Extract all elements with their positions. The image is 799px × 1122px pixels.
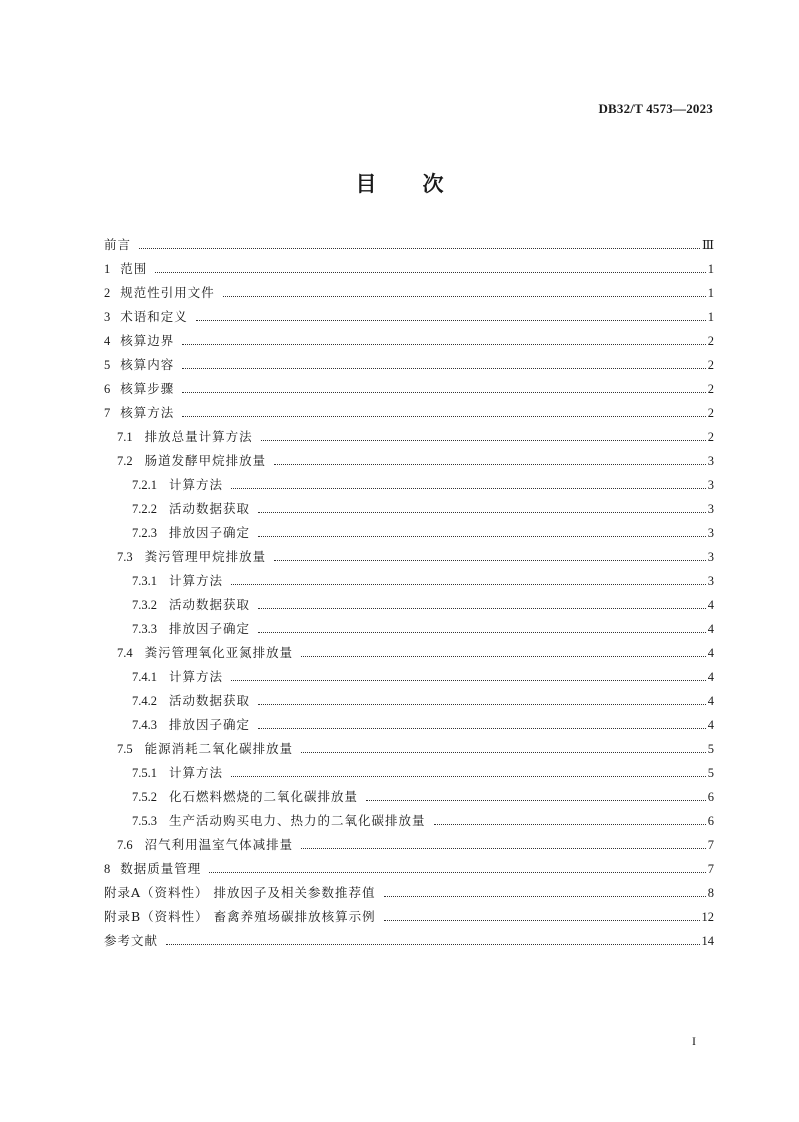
toc-entry-title: 生产活动购买电力、热力的二氧化碳排放量 (169, 813, 426, 828)
toc-entry[interactable] (104, 425, 714, 449)
toc-entry[interactable] (104, 785, 714, 809)
toc-entry-title: 范围 (120, 261, 148, 276)
toc-entry-page: 7 (707, 838, 714, 852)
toc-entry-number: 7.4.3 (132, 718, 157, 732)
toc-entry-page: 2 (707, 382, 714, 396)
toc-entry[interactable] (104, 401, 714, 425)
toc-entry-page: 1 (707, 262, 714, 276)
toc-entry-page: 5 (707, 742, 714, 756)
document-code: DB32/T 4573—2023 (598, 101, 713, 116)
toc-leader-dots (182, 343, 705, 345)
toc-entry-number: 1 (104, 262, 111, 276)
toc-entry[interactable] (104, 593, 714, 617)
toc-entry[interactable] (104, 257, 714, 281)
toc-entry[interactable] (104, 473, 714, 497)
toc-leader-dots (155, 271, 705, 273)
toc-entry-number: 7.3 (117, 550, 133, 564)
toc-entry[interactable] (104, 641, 714, 665)
toc-leader-dots (209, 871, 705, 873)
toc-entry[interactable] (104, 905, 714, 929)
toc-leader-dots (258, 631, 706, 633)
page-title (0, 168, 799, 198)
toc-entry-number: 7.2.1 (132, 478, 157, 492)
toc-entry-page: 6 (707, 814, 714, 828)
toc-entry-title: 排放因子确定 (169, 525, 251, 540)
toc-entry-page: 7 (707, 862, 714, 876)
toc-leader-dots (261, 439, 706, 441)
toc-entry-number: 7.4 (117, 646, 133, 660)
toc-leader-dots (166, 943, 699, 945)
toc-entry-title: 附录A（资料性） 排放因子及相关参数推荐值 (104, 885, 376, 900)
toc-entry-number: 7.5.3 (132, 814, 157, 828)
toc-entry-title: 计算方法 (169, 765, 224, 780)
toc-entry-page: 3 (707, 478, 714, 492)
toc-entry-number: 7.2.2 (132, 502, 157, 516)
toc-entry[interactable] (104, 857, 714, 881)
toc-entry-title: 核算边界 (120, 333, 175, 348)
toc-leader-dots (301, 655, 706, 657)
toc-entry-page: 14 (701, 934, 714, 948)
toc-entry-page: 4 (707, 718, 714, 732)
toc-entry-title: 术语和定义 (120, 309, 188, 324)
toc-entry-page: 2 (707, 430, 714, 444)
toc-entry-number: 3 (104, 310, 111, 324)
toc-entry[interactable] (104, 233, 714, 257)
toc-leader-dots (384, 919, 700, 921)
toc-entry-page: 3 (707, 502, 714, 516)
toc-entry-page: 4 (707, 646, 714, 660)
toc-leader-dots (258, 535, 706, 537)
toc-leader-dots (258, 703, 706, 705)
toc-entry-page: 6 (707, 790, 714, 804)
toc-leader-dots (434, 823, 706, 825)
toc-entry-page: 4 (707, 622, 714, 636)
title-part-2: 次 (422, 172, 444, 196)
toc-entry-page: Ⅲ (701, 238, 714, 252)
toc-entry-title: 核算步骤 (120, 381, 175, 396)
toc-entry[interactable] (104, 305, 714, 329)
toc-entry-number: 7.4.2 (132, 694, 157, 708)
toc-entry-page: 5 (707, 766, 714, 780)
toc-entry-number: 5 (104, 358, 111, 372)
toc-leader-dots (258, 511, 706, 513)
toc-entry-title: 活动数据获取 (169, 693, 251, 708)
toc-leader-dots (274, 463, 706, 465)
toc-entry[interactable] (104, 497, 714, 521)
toc-entry-title: 计算方法 (169, 669, 224, 684)
toc-entry-number: 7.3.1 (132, 574, 157, 588)
toc-entry[interactable] (104, 665, 714, 689)
toc-entry-page: 3 (707, 526, 714, 540)
toc-entry-page: 1 (707, 286, 714, 300)
toc-entry-page: 2 (707, 334, 714, 348)
toc-entry-page: 8 (707, 886, 714, 900)
toc-leader-dots (182, 415, 705, 417)
title-part-1: 目 (355, 172, 377, 196)
toc-entry-number: 7.2.3 (132, 526, 157, 540)
toc-entry-title: 排放因子确定 (169, 717, 251, 732)
toc-entry-title: 核算方法 (120, 405, 175, 420)
toc-entry[interactable] (104, 737, 714, 761)
toc-entry-page: 4 (707, 670, 714, 684)
toc-leader-dots (139, 247, 700, 249)
toc-leader-dots (231, 775, 706, 777)
toc-entry[interactable] (104, 377, 714, 401)
toc-entry-title: 能源消耗二氧化碳排放量 (144, 741, 294, 756)
toc-entry-title: 计算方法 (169, 477, 224, 492)
toc-entry-title: 前言 (104, 237, 132, 252)
toc-leader-dots (231, 487, 706, 489)
toc-entry-title: 活动数据获取 (169, 597, 251, 612)
toc-leader-dots (301, 847, 706, 849)
toc-entry[interactable] (104, 329, 714, 353)
toc-entry-number: 7.6 (117, 838, 133, 852)
toc-leader-dots (384, 895, 706, 897)
toc-entry-number: 4 (104, 334, 111, 348)
toc-entry-title: 附录B（资料性） 畜禽养殖场碳排放核算示例 (104, 909, 376, 924)
toc-entry-number: 6 (104, 382, 111, 396)
toc-entry-title: 核算内容 (120, 357, 175, 372)
toc-entry-title: 规范性引用文件 (120, 285, 215, 300)
toc-entry-number: 7.3.3 (132, 622, 157, 636)
toc-entry-title: 化石燃料燃烧的二氧化碳排放量 (169, 789, 359, 804)
toc-entry-page: 3 (707, 454, 714, 468)
toc-leader-dots (258, 607, 706, 609)
toc-entry-title: 排放因子确定 (169, 621, 251, 636)
toc-leader-dots (182, 391, 705, 393)
toc-leader-dots (223, 295, 706, 297)
toc-entry[interactable] (104, 881, 714, 905)
toc-entry-number: 7.3.2 (132, 598, 157, 612)
page-number: I (692, 1034, 696, 1048)
toc-entry-page: 12 (701, 910, 714, 924)
table-of-contents (104, 233, 714, 953)
toc-leader-dots (231, 583, 706, 585)
toc-entry-page: 3 (707, 574, 714, 588)
toc-leader-dots (366, 799, 706, 801)
toc-entry-page: 4 (707, 694, 714, 708)
toc-entry[interactable] (104, 569, 714, 593)
toc-entry[interactable] (104, 809, 714, 833)
toc-entry-page: 2 (707, 406, 714, 420)
toc-entry-title: 沼气利用温室气体减排量 (144, 837, 294, 852)
toc-leader-dots (182, 367, 705, 369)
toc-entry-title: 数据质量管理 (120, 861, 202, 876)
toc-entry[interactable] (104, 713, 714, 737)
toc-entry[interactable] (104, 617, 714, 641)
toc-entry-number: 7.1 (117, 430, 133, 444)
toc-entry-title: 粪污管理氧化亚氮排放量 (144, 645, 294, 660)
toc-entry[interactable] (104, 353, 714, 377)
toc-entry-title: 活动数据获取 (169, 501, 251, 516)
toc-entry-number: 7.5.1 (132, 766, 157, 780)
toc-entry-number: 8 (104, 862, 111, 876)
toc-entry-number: 7.5 (117, 742, 133, 756)
toc-entry-number: 7.5.2 (132, 790, 157, 804)
toc-entry-number: 7 (104, 406, 111, 420)
toc-entry[interactable] (104, 449, 714, 473)
toc-entry-number: 7.4.1 (132, 670, 157, 684)
toc-entry[interactable] (104, 761, 714, 785)
toc-leader-dots (231, 679, 706, 681)
toc-entry-page: 1 (707, 310, 714, 324)
toc-entry-title: 肠道发酵甲烷排放量 (144, 453, 267, 468)
toc-entry-title: 参考文献 (104, 933, 159, 948)
toc-entry[interactable] (104, 281, 714, 305)
toc-entry[interactable] (104, 689, 714, 713)
toc-entry[interactable] (104, 833, 714, 857)
toc-entry-page: 3 (707, 550, 714, 564)
toc-entry[interactable] (104, 929, 714, 953)
toc-entry-title: 粪污管理甲烷排放量 (144, 549, 267, 564)
toc-entry-page: 4 (707, 598, 714, 612)
toc-leader-dots (258, 727, 706, 729)
toc-leader-dots (301, 751, 706, 753)
toc-entry[interactable] (104, 545, 714, 569)
toc-entry-page: 2 (707, 358, 714, 372)
toc-leader-dots (274, 559, 706, 561)
toc-entry-title: 排放总量计算方法 (144, 429, 253, 444)
toc-entry-number: 7.2 (117, 454, 133, 468)
toc-entry-number: 2 (104, 286, 111, 300)
toc-leader-dots (196, 319, 706, 321)
toc-entry-title: 计算方法 (169, 573, 224, 588)
toc-entry[interactable] (104, 521, 714, 545)
